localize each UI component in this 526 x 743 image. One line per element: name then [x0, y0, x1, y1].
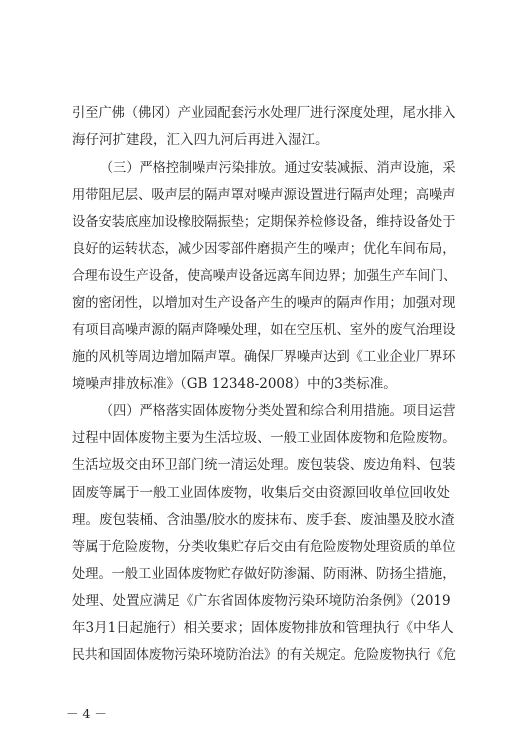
paragraph-line: 处理、处置应满足《广东省固体废物污染环境防治条例》（2019 — [72, 593, 451, 609]
paragraph-line: 施的风机等周边增加隔声罩。确保厂界噪声达到《工业企业厂界环 — [72, 349, 456, 365]
paragraph-line: 理。废包装桶、含油墨/胶水的废抹布、废手套、废油墨及胶水渣 — [72, 512, 455, 528]
paragraph-line: 处理。一般工业固体废物贮存做好防渗漏、防雨淋、防扬尘措施， — [72, 566, 456, 582]
paragraph-line: （四）严格落实固体废物分类处置和综合利用措施。项目运营 — [100, 403, 456, 419]
paragraph-line: 年3月1日起施行）相关要求；固体废物排放和管理执行《中华人 — [72, 620, 454, 636]
paragraph-line: 良好的运转状态，减少因零部件磨损产生的噪声；优化车间布局， — [72, 241, 456, 257]
paragraph-line: 过程中固体废物主要为生活垃圾、一般工业固体废物和危险废物。 — [72, 430, 456, 446]
paragraph-line: 设备安装底座加设橡胶隔振垫；定期保养检修设备，维持设备处于 — [72, 214, 456, 230]
paragraph-line: 窗的密闭性，以增加对生产设备产生的噪声的隔声作用；加强对现 — [72, 295, 456, 311]
paragraph-line: 海仔河扩建段，汇入四九河后再进入湿江。 — [72, 132, 329, 148]
paragraph-line: 境噪声排放标准》（GB 12348-2008）中的3类标准。 — [72, 376, 397, 392]
paragraph-line: 等属于危险废物，分类收集贮存后交由有危险废物处理资质的单位 — [72, 539, 456, 555]
paragraph-line: 引至广佛（佛冈）产业园配套污水处理厂进行深度处理，尾水排入 — [72, 105, 456, 121]
paragraph-line: （三）严格控制噪声污染排放。通过安装减振、消声设施，采 — [100, 160, 456, 176]
paragraph-line: 用带阻尼层、吸声层的隔声罩对噪声源设置进行隔声处理；高噪声 — [72, 187, 456, 203]
paragraph-line: 生活垃圾交由环卫部门统一清运处理。废包装袋、废边角料、包装 — [72, 457, 456, 473]
paragraph-line: 民共和国固体废物污染环境防治法》的有关规定。危险废物执行《危 — [72, 647, 456, 663]
paragraph-line: 固废等属于一般工业固体废物，收集后交由资源回收单位回收处 — [72, 485, 450, 501]
paragraph-line: 合理布设生产设备，使高噪声设备远离车间边界；加强生产车间门、 — [72, 268, 456, 284]
page-number: － 4 － — [66, 706, 107, 721]
paragraph-line: 有项目高噪声源的隔声降噪处理，如在空压机、室外的废气治理设 — [72, 322, 456, 338]
